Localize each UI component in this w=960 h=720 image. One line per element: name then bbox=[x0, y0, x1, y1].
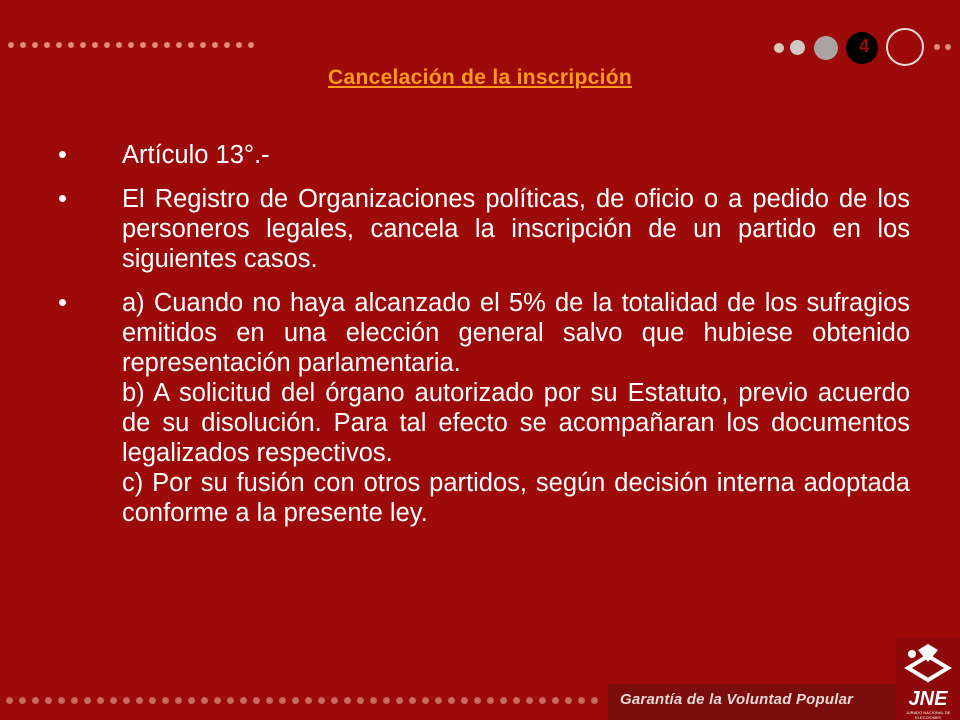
decorative-dot bbox=[253, 697, 260, 704]
decorative-dot bbox=[162, 697, 169, 704]
slide-title: Cancelación de la inscripción bbox=[328, 66, 632, 89]
decorative-dot bbox=[128, 42, 134, 48]
circle-icon bbox=[790, 40, 805, 55]
bullet-text: c) Por su fusión con otros partidos, según decisión interna adoptada conforme a la presente ley. bbox=[122, 469, 910, 527]
decorative-dot bbox=[44, 42, 50, 48]
right-dot-decoration bbox=[934, 44, 951, 50]
decorative-dot bbox=[224, 42, 230, 48]
footer-tagline: Garantía de la Voluntad Popular bbox=[620, 691, 854, 708]
decorative-dot bbox=[104, 42, 110, 48]
bullet-text: b) A solicitud del órgano autorizado por su Estatuto, previo acuerdo de su disolución. Para tal efecto se acompañaran los documentos legalizados respectivos. bbox=[122, 379, 910, 467]
circle-icon bbox=[774, 43, 784, 53]
list-item bbox=[58, 288, 910, 528]
decorative-dot bbox=[266, 697, 273, 704]
decorative-dot bbox=[84, 697, 91, 704]
decorative-dot bbox=[92, 42, 98, 48]
decorative-dot bbox=[164, 42, 170, 48]
ballot-box-icon bbox=[902, 642, 954, 688]
decorative-dot bbox=[513, 697, 520, 704]
decorative-dot bbox=[32, 42, 38, 48]
logo-subtext: JURADO NACIONAL DE ELECCIONES bbox=[905, 710, 951, 720]
list-item bbox=[58, 184, 910, 274]
decorative-dot bbox=[32, 697, 39, 704]
decorative-dot bbox=[474, 697, 481, 704]
decorative-dot bbox=[236, 42, 242, 48]
decorative-dot bbox=[526, 697, 533, 704]
decorative-dot bbox=[500, 697, 507, 704]
decorative-dot bbox=[396, 697, 403, 704]
bullet-list bbox=[58, 140, 910, 542]
logo-text: JNE bbox=[908, 688, 948, 710]
decorative-dot bbox=[110, 697, 117, 704]
decorative-dot bbox=[136, 697, 143, 704]
current-slide-circle bbox=[846, 32, 878, 64]
decorative-dot bbox=[20, 42, 26, 48]
decorative-dot bbox=[552, 697, 559, 704]
decorative-dot bbox=[68, 42, 74, 48]
decorative-dot bbox=[152, 42, 158, 48]
decorative-dot bbox=[97, 697, 104, 704]
decorative-dot bbox=[279, 697, 286, 704]
decorative-dot bbox=[578, 697, 585, 704]
decorative-dot bbox=[140, 42, 146, 48]
decorative-dot bbox=[80, 42, 86, 48]
decorative-dot bbox=[6, 697, 13, 704]
decorative-dot bbox=[188, 697, 195, 704]
decorative-dot bbox=[305, 697, 312, 704]
decorative-dot bbox=[56, 42, 62, 48]
slide-number: 4 bbox=[859, 36, 870, 56]
decorative-dot bbox=[200, 42, 206, 48]
jne-logo bbox=[896, 638, 960, 720]
bullet-marker: • bbox=[58, 289, 67, 317]
decorative-dot bbox=[188, 42, 194, 48]
decorative-dot bbox=[176, 42, 182, 48]
decorative-dot bbox=[201, 697, 208, 704]
decorative-dot bbox=[175, 697, 182, 704]
bullet-marker: • bbox=[58, 141, 67, 169]
decorative-dot bbox=[370, 697, 377, 704]
decorative-dot bbox=[409, 697, 416, 704]
decorative-dot bbox=[357, 697, 364, 704]
decorative-dot bbox=[58, 697, 65, 704]
decorative-dot bbox=[214, 697, 221, 704]
decorative-dot bbox=[248, 42, 254, 48]
bullet-text: a) Cuando no haya alcanzado el 5% de la totalidad de los sufragios emitidos en una elección general salvo que hubiese obtenido representación parlamentaria. bbox=[122, 289, 910, 377]
decorative-dot bbox=[123, 697, 130, 704]
decorative-dot bbox=[383, 697, 390, 704]
decorative-dot bbox=[116, 42, 122, 48]
bullet-marker: • bbox=[58, 185, 67, 213]
decorative-dot bbox=[591, 697, 598, 704]
decorative-dot bbox=[212, 42, 218, 48]
decorative-dot bbox=[344, 697, 351, 704]
decorative-dot bbox=[149, 697, 156, 704]
decorative-dot bbox=[45, 697, 52, 704]
decorative-dot bbox=[422, 697, 429, 704]
bottom-dot-decoration bbox=[6, 697, 598, 704]
list-item bbox=[58, 140, 910, 170]
decorative-dot bbox=[240, 697, 247, 704]
decorative-dot bbox=[461, 697, 468, 704]
bullet-text: El Registro de Organizaciones políticas, de oficio o a pedido de los personeros legales, cancela la inscripción de un partido en los siguientes casos. bbox=[122, 185, 910, 273]
top-dot-decoration bbox=[8, 42, 254, 48]
decorative-dot bbox=[227, 697, 234, 704]
decorative-dot bbox=[539, 697, 546, 704]
decorative-dot bbox=[292, 697, 299, 704]
decorative-dot bbox=[435, 697, 442, 704]
decorative-dot bbox=[448, 697, 455, 704]
decorative-dot bbox=[565, 697, 572, 704]
circle-outline-icon bbox=[886, 28, 924, 66]
decorative-dot bbox=[71, 697, 78, 704]
decorative-dot bbox=[19, 697, 26, 704]
decorative-dot bbox=[331, 697, 338, 704]
decorative-dot bbox=[318, 697, 325, 704]
bullet-text: Artículo 13°.- bbox=[122, 141, 270, 169]
decorative-dot bbox=[487, 697, 494, 704]
circle-icon bbox=[814, 36, 838, 60]
decorative-dot bbox=[8, 42, 14, 48]
